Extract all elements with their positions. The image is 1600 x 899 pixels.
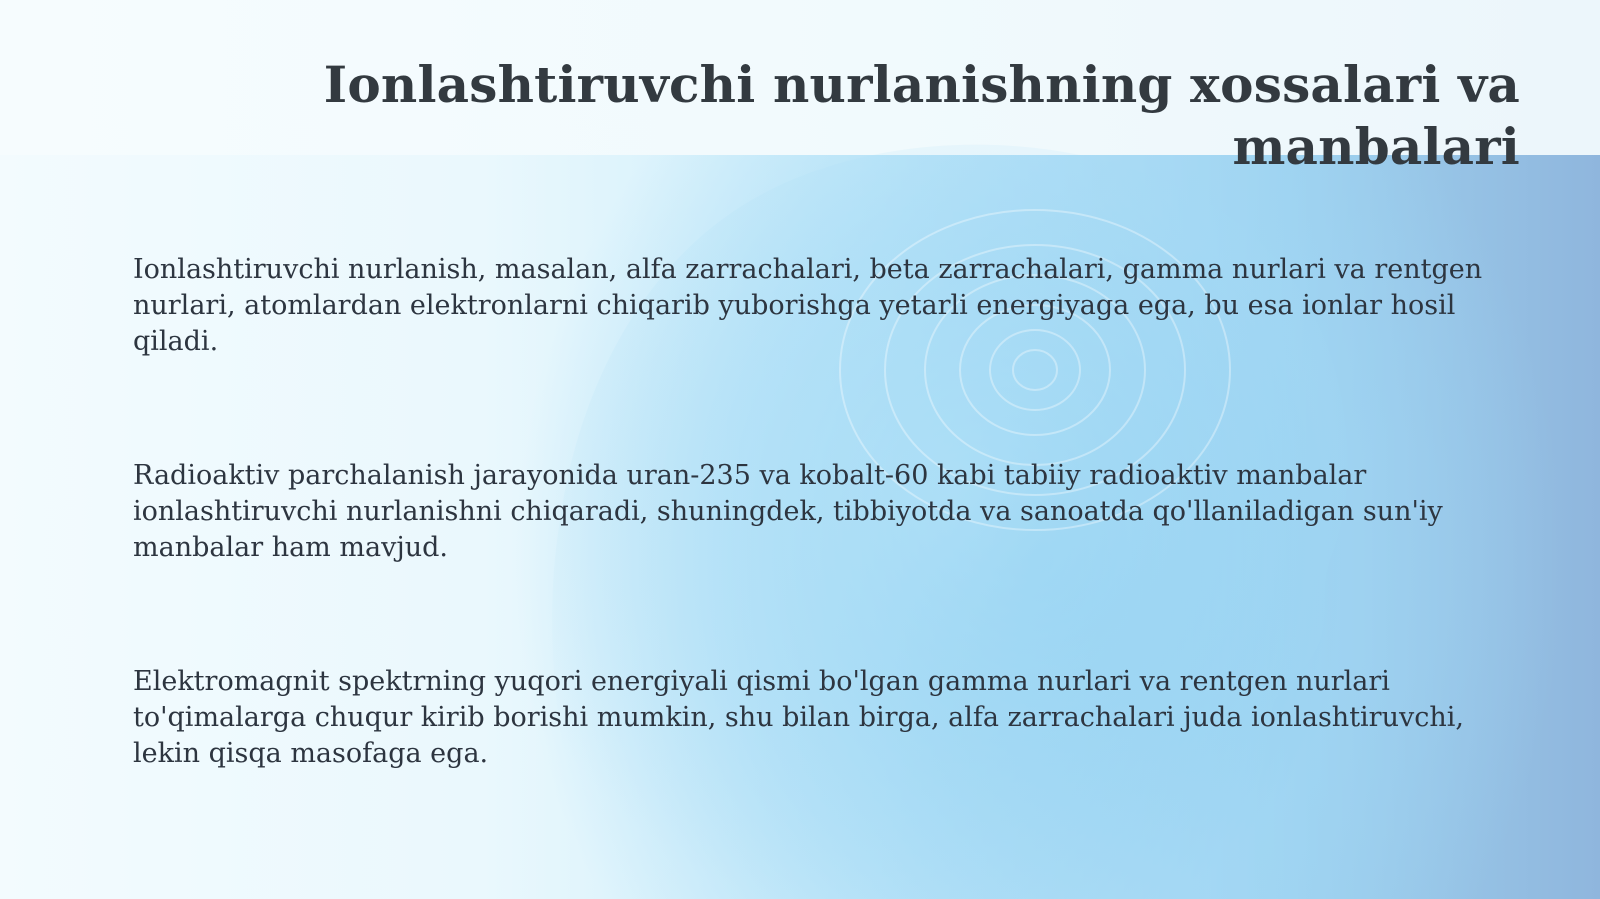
paragraph-ionizing-radiation: Ionlashtiruvchi nurlanish, masalan, alfa zarrachalari, beta zarrachalari, gamma nurlari va rentgen nurlari, atomlardan elektronlarni chiqarib yuborishga yetarli energiyaga ega, bu esa ionlar hosil qiladi.: [133, 254, 1483, 357]
paragraph-electromagnetic-spectrum: Elektromagnit spektrning yuqori energiyali qismi bo'lgan gamma nurlari va rentgen nurlari to'qimalarga chuqur kirib borishi mumkin, shu bilan birga, alfa zarrachalari juda ionlashtiruvchi, lekin qisqa masofaga ega.: [133, 666, 1464, 769]
slide-title: Ionlashtiruvchi nurlanishning xossalari va manbalari: [323, 55, 1520, 176]
paragraph-radioactive-sources: Radioaktiv parchalanish jarayonida uran-235 va kobalt-60 kabi tabiiy radioaktiv manbalar ionlashtiruvchi nurlanishni chiqaradi, shuningdek, tibbiyotda va sanoatda qo'llaniladigan sun'iy manbalar ham mavjud.: [133, 460, 1443, 563]
